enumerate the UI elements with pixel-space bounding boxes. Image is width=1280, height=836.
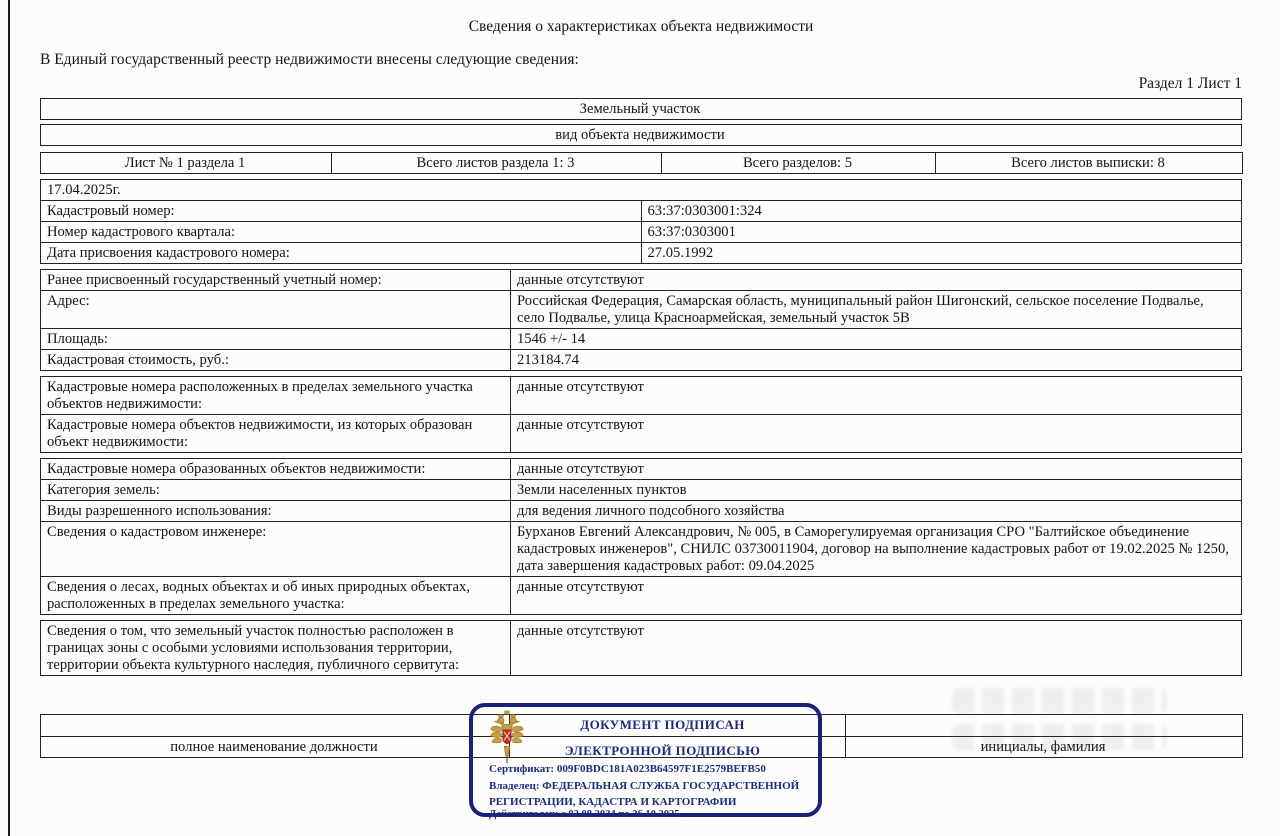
info-table-group <box>40 458 1242 615</box>
row-value-cell: 63:37:0303001:324 <box>641 201 1242 222</box>
table-row <box>41 291 1242 329</box>
row-label-cell: Кадастровые номера образованных объектов недвижимости: <box>41 459 511 480</box>
table-row <box>41 377 1242 415</box>
row-value-cell: 1546 +/- 14 <box>511 329 1242 350</box>
object-type: Земельный участок <box>41 99 1242 120</box>
info-table-group <box>40 179 1242 264</box>
object-type-caption-table <box>40 124 1242 146</box>
row-label-cell: Адрес: <box>41 291 511 329</box>
row-label-cell: Категория земель: <box>41 480 511 501</box>
row-value-cell: данные отсутствуют <box>511 577 1242 615</box>
table-row <box>41 222 1242 243</box>
table-row <box>41 415 1242 453</box>
stamp-owner-line2: РЕГИСТРАЦИИ, КАДАСТРА И КАРТОГРАФИИ <box>489 796 737 808</box>
row-label-cell: Сведения о лесах, водных объектах и об иных природных объектах, расположенных в пределах земельного участка: <box>41 577 511 615</box>
row-label-cell: Площадь: <box>41 329 511 350</box>
object-type-table <box>40 98 1242 120</box>
footer-position-label: полное наименование должности <box>41 737 510 758</box>
characteristics-tables <box>40 179 1242 676</box>
table-row <box>41 577 1242 615</box>
row-value-cell: 63:37:0303001 <box>641 222 1242 243</box>
row-value-cell: Бурханов Евгений Александрович, № 005, в Саморегулируемая организация СРО "Балтийское объединение кадастровых инженеров", СНИЛС 03730011904, договор на выполнение кадастровых работ от 19.02.2025 № 1250, дата завершения кадастровых работ: 09.04.2025 <box>511 522 1242 577</box>
row-label-cell: Дата присвоения кадастрового номера: <box>41 243 642 264</box>
info-table-group <box>40 269 1242 371</box>
stamp-certificate: Сертификат: 009F0BDC181A023B64597F1E2579BEFB50 <box>489 763 766 775</box>
row-label-cell: Кадастровая стоимость, руб.: <box>41 350 511 371</box>
table-row <box>41 459 1242 480</box>
row-label-cell: Кадастровые номера объектов недвижимости, из которых образован объект недвижимости: <box>41 415 511 453</box>
info-table-group <box>40 376 1242 453</box>
row-value-cell: 213184.74 <box>511 350 1242 371</box>
page-title: Сведения о характеристиках объекта недвижимости <box>468 18 814 35</box>
sheet-cell: Всего листов раздела 1: 3 <box>332 153 662 174</box>
row-value-cell: данные отсутствуют <box>511 621 1242 676</box>
stamp-validity: Действителен: с 02.08.2024 по 26.10.2025 <box>489 809 680 820</box>
row-value-cell: Земли населенных пунктов <box>511 480 1242 501</box>
row-label-cell: Ранее присвоенный государственный учетный номер: <box>41 270 511 291</box>
sheet-cell: Всего листов выписки: 8 <box>936 153 1243 174</box>
row-label-cell: Кадастровый номер: <box>41 201 642 222</box>
footer-name-cell <box>846 715 1243 737</box>
sheets-table <box>40 152 1243 174</box>
stamp-owner-line1: Владелец: ФЕДЕРАЛЬНАЯ СЛУЖБА ГОСУДАРСТВЕННОЙ <box>489 780 800 792</box>
table-row <box>41 329 1242 350</box>
sheet-cell: Лист № 1 раздела 1 <box>41 153 332 174</box>
sheet-cell: Всего разделов: 5 <box>662 153 936 174</box>
row-value-cell: 27.05.1992 <box>641 243 1242 264</box>
document-body <box>40 0 1242 676</box>
intro-text: В Единый государственный реестр недвижимости внесены следующие сведения: <box>40 51 579 68</box>
row-value-cell: данные отсутствуют <box>511 459 1242 480</box>
section-sheet-label: Раздел 1 Лист 1 <box>1138 75 1242 92</box>
table-row <box>41 243 1242 264</box>
table-row <box>41 270 1242 291</box>
object-type-caption: вид объекта недвижимости <box>41 125 1242 146</box>
row-label-cell: Сведения о кадастровом инженере: <box>41 522 511 577</box>
row-label-cell: 17.04.2025г. <box>41 180 1242 201</box>
table-row <box>41 621 1242 676</box>
page-border-line <box>8 0 10 836</box>
info-table-group <box>40 620 1242 676</box>
footer-signature-cell <box>41 715 510 737</box>
table-row <box>41 350 1242 371</box>
table-row <box>41 522 1242 577</box>
row-label-cell: Сведения о том, что земельный участок полностью расположен в границах зоны с особыми условиями использования территории, территории объекта культурного наследия, публичного сервитута: <box>41 621 511 676</box>
signature-stamp <box>469 703 822 820</box>
row-value-cell: Российская Федерация, Самарская область, муниципальный район Шигонский, сельское поселение Подвалье, село Подвалье, улица Красноармейская, земельный участок 5В <box>511 291 1242 329</box>
row-label-cell: Виды разрешенного использования: <box>41 501 511 522</box>
table-row <box>41 480 1242 501</box>
row-value-cell: данные отсутствуют <box>511 377 1242 415</box>
table-row <box>41 180 1242 201</box>
table-row <box>41 501 1242 522</box>
stamp-title-line2: ЭЛЕКТРОННОЙ ПОДПИСЬЮ <box>564 743 761 758</box>
row-value-cell: данные отсутствуют <box>511 270 1242 291</box>
row-value-cell: для ведения личного подсобного хозяйства <box>511 501 1242 522</box>
row-value-cell: данные отсутствуют <box>511 415 1242 453</box>
row-label-cell: Номер кадастрового квартала: <box>41 222 642 243</box>
table-row <box>41 201 1242 222</box>
row-label-cell: Кадастровые номера расположенных в пределах земельного участка объектов недвижимости: <box>41 377 511 415</box>
footer-name-label: инициалы, фамилия <box>846 737 1243 758</box>
stamp-title-line1: ДОКУМЕНТ ПОДПИСАН <box>580 717 745 732</box>
